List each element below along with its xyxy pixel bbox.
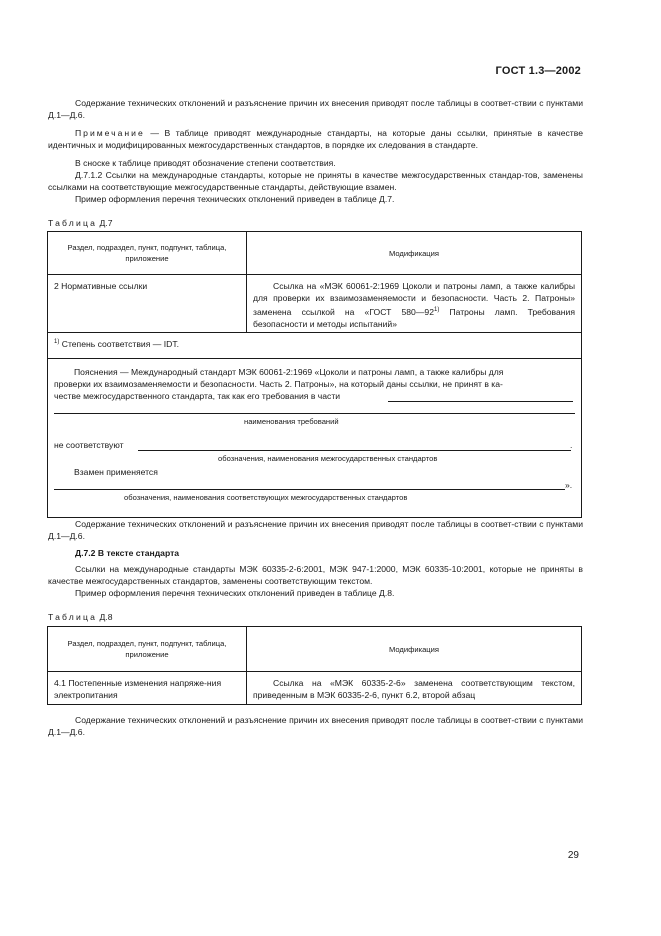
blank-line-requirements-1 <box>388 401 573 402</box>
table-8-header-row <box>48 627 581 672</box>
table-8-col1-header: Раздел, подраздел, пункт, подпункт, таблица, приложение <box>48 627 247 671</box>
table-7-row1-modification <box>247 275 581 332</box>
table-7-explanation <box>48 358 581 517</box>
table-7-caption-word: Таблица <box>48 218 98 228</box>
note-label: Примечание <box>75 128 145 138</box>
intro-paragraph-3: Д.7.1.2 Ссылки на международные стандарты, которые не приняты в качестве межгосударственных стандар-тов, заменены ссылками на соответствующие межгосударственные стандарты, действующие взамен. <box>48 170 583 192</box>
section-heading-d72: Д.7.2 В тексте стандарта <box>75 548 180 558</box>
intro-note <box>48 127 583 151</box>
blank-line-corresponding <box>54 489 565 490</box>
table-7-col2-header: Модификация <box>388 248 440 258</box>
table-7-caption-number: Д.7 <box>97 218 113 228</box>
footnote-text: Степень соответствия — IDT. <box>59 339 180 349</box>
instead-label: Взамен применяется <box>74 467 158 477</box>
table-7 <box>47 231 582 518</box>
table-7-caption <box>48 217 112 229</box>
after-table-7-paragraph-3: Пример оформления перечня технических отклонений приведен в таблице Д.8. <box>75 588 395 598</box>
explanation-line-2: проверки их взаимозаменяемости и безопасности. Часть 2. Патроны», на который даны ссылки, не принят в ка- <box>54 379 503 389</box>
modification-text-b: Патроны ламп. Требования безопасности и методы испытаний» <box>253 306 575 329</box>
blank-line-requirements-2 <box>54 413 575 414</box>
table-8-data-row <box>48 672 581 704</box>
not-match-label: не соответствуют <box>54 440 124 450</box>
footnote-mark: 1) <box>54 339 60 346</box>
line-end-dot: . <box>570 440 573 450</box>
table-8 <box>47 626 582 705</box>
footnote-ref: 1) <box>433 307 440 313</box>
intro-paragraph-2: В сноске к таблице приводят обозначение степени соответствия. <box>75 158 336 168</box>
table-8-row1-section: 4.1 Постепенные изменения напряже-ния электропитания <box>48 672 247 704</box>
closing-paragraph: Содержание технических отклонений и разъяснение причин их внесения приводят после таблицы в соответ-ствии с пунктами Д.1—Д.6. <box>48 715 583 737</box>
document-code: ГОСТ 1.3—2002 <box>495 65 581 77</box>
table-8-row1-modification: Ссылка на «МЭК 60335-2-6» заменена соответствующим текстом, приведенным в МЭК 60335-2-6, пункт 6.2, второй абзац <box>253 678 575 700</box>
table-8-col2-header: Модификация <box>388 644 440 654</box>
note-text: — В таблице приводят международные стандарты, на которые даны ссылки, принятые в качестве идентичных и модифицированных межгосударственных стандартов, в порядке их следования в стандарте. <box>48 128 583 150</box>
page-number: 29 <box>567 850 579 861</box>
after-table-7-paragraph: Содержание технических отклонений и разъяснение причин их внесения приводят после таблицы в соответ-ствии с пунктами Д.1—Д.6. <box>48 519 583 541</box>
caption-designations: обозначения, наименования межгосударственных стандартов <box>218 454 438 463</box>
table-8-caption-word: Таблица <box>48 612 98 622</box>
explanation-line-1: Пояснения — Международный стандарт МЭК 60061-2:1969 «Цоколи и патроны ламп, а также калибры для <box>74 367 504 377</box>
caption-corresponding: обозначения, наименования соответствующих межгосударственных стандартов <box>124 493 408 502</box>
after-table-7-paragraph-2: Ссылки на международные стандарты МЭК 60335-2-6:2001, МЭК 947-1:2000, МЭК 60335-10:2001, которые не приняты в качестве межгосударственных стандартов, заменены соответствующим текстом. <box>48 564 583 586</box>
table-8-caption-number: Д.8 <box>97 612 113 622</box>
line-end-quote: ». <box>565 480 573 490</box>
intro-paragraph-1: Содержание технических отклонений и разъяснение причин их внесения приводят после таблицы в соответ-ствии с пунктами Д.1—Д.6. <box>48 98 583 120</box>
table-8-caption <box>48 611 112 623</box>
table-7-row1-section: 2 Нормативные ссылки <box>48 275 247 332</box>
table-7-footnote <box>48 332 581 358</box>
caption-requirements: наименования требований <box>244 417 339 426</box>
table-7-col1-header: Раздел, подраздел, пункт, подпункт, таблица, приложение <box>48 232 247 274</box>
table-7-data-row <box>48 275 581 332</box>
table-7-header-row <box>48 232 581 275</box>
intro-paragraph-4: Пример оформления перечня технических отклонений приведен в таблице Д.7. <box>75 194 395 204</box>
blank-line-designations <box>138 450 571 451</box>
modification-text-a: Ссылка на «МЭК 60061-2:1969 Цоколи и патроны ламп, а также калибры для проверки их взаимозаменяемости и безопасности. Часть 2. Патроны» заменена ссылкой на «ГОСТ 580—92 <box>253 281 575 317</box>
explanation-line-3: честве межгосударственного стандарта, так как его требования в части <box>54 391 341 401</box>
